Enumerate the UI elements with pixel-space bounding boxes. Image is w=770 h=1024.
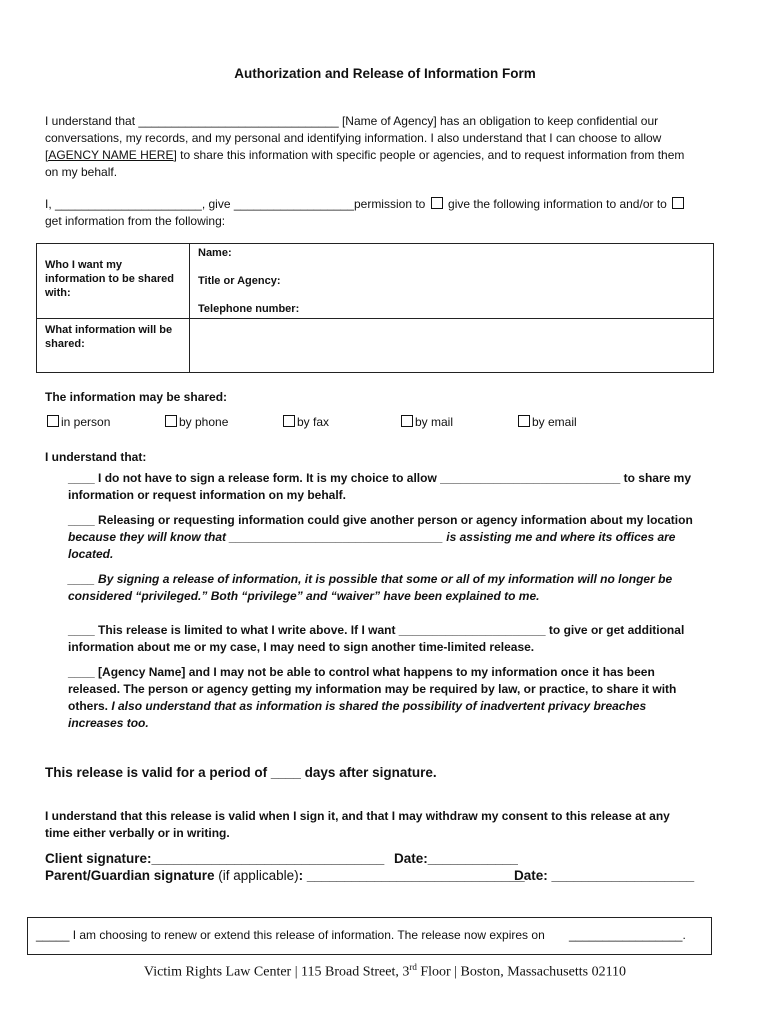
parent-signature-label: Parent/Guardian signature	[45, 868, 215, 883]
statement-1	[68, 470, 728, 504]
parent-signature-note: (if applicable)	[214, 868, 299, 883]
get-checkbox[interactable]	[672, 197, 684, 209]
option-in-person[interactable]	[45, 415, 110, 429]
give-text: I, ______________________, give __________________permission to	[45, 197, 426, 211]
checkbox-icon[interactable]	[518, 415, 530, 427]
checkbox-icon[interactable]	[165, 415, 177, 427]
intro-paragraph	[45, 113, 735, 181]
intro-line: I understand that ______________________________ [Name of Agency] has an obligation to keep confidential our	[45, 114, 659, 128]
option-by-email[interactable]	[516, 415, 577, 429]
client-signature-line[interactable]	[45, 851, 384, 866]
valid-period: This release is valid for a period of ____ days after signature.	[45, 765, 437, 780]
renewal-expiry-line[interactable]: _________________.	[569, 928, 686, 942]
recipient-table	[36, 243, 714, 373]
intro-line	[45, 147, 735, 164]
give-line-2: get information from the following:	[45, 214, 226, 228]
title-label: Title or Agency:	[198, 275, 281, 287]
phone-label: Telephone number:	[198, 303, 300, 315]
name-label: Name:	[198, 247, 232, 259]
footer-address	[0, 962, 770, 981]
what-field[interactable]	[190, 319, 714, 373]
intro-line: on my behalf.	[45, 165, 118, 179]
statement-line: ____ This release is limited to what I write above. If I want ______________________ to give or get additional	[68, 623, 685, 637]
option-by-mail[interactable]	[399, 415, 453, 429]
client-signature: Client signature:_______________________________	[45, 851, 385, 866]
intro-line-text: to share this information with specific people or agencies, and to request information from them	[176, 148, 685, 162]
shared-heading: The information may be shared:	[45, 390, 228, 404]
statement-4	[68, 622, 728, 656]
option-label: in person	[61, 415, 111, 429]
statement-line: because they will know that ________________________________ is assisting me and where its offices are	[68, 530, 676, 544]
statement-line: ____ I do not have to sign a release form. It is my choice to allow ___________________________ to share my	[68, 471, 691, 485]
statement-3	[68, 571, 728, 605]
intro-line: conversations, my records, and my personal and identifying information. I also understand that I can choose to allow	[45, 131, 662, 145]
renewal-box	[27, 917, 712, 955]
footer-superscript: rd	[409, 962, 417, 972]
statement-text: others.	[68, 699, 112, 713]
give-checkbox[interactable]	[431, 197, 443, 209]
statement-line: ____ By signing a release of information, it is possible that some or all of my information will no longer be	[68, 572, 673, 586]
option-label: by phone	[179, 415, 229, 429]
withdraw-line: I understand that this release is valid when I sign it, and that I may withdraw my consent to this release at any	[45, 809, 670, 823]
form-title: Authorization and Release of Information Form	[234, 66, 536, 81]
statement-line: located.	[68, 547, 114, 561]
statement-line: ____ Releasing or requesting information could give another person or agency information about my location	[68, 513, 693, 527]
statement-line: ____ [Agency Name] and I may not be able to control what happens to my information once it has been	[68, 665, 655, 679]
give-text-2: give the following information to and/or to	[448, 197, 667, 211]
statement-2	[68, 512, 728, 563]
client-date[interactable]: Date:____________	[394, 851, 518, 866]
option-label: by email	[532, 415, 577, 429]
parent-date[interactable]: Date: ___________________	[514, 868, 695, 883]
option-label: by fax	[297, 415, 330, 429]
statement-line: information or request information on my behalf.	[68, 488, 347, 502]
statement-line: released. The person or agency getting my information may be required by law, or practice, to share it with	[68, 682, 677, 696]
parent-signature-blank: : _____________________________	[298, 868, 525, 883]
statement-line: increases too.	[68, 716, 149, 730]
option-label: by mail	[415, 415, 454, 429]
agency-name-placeholder: [AGENCY NAME HERE]	[45, 148, 177, 162]
withdraw-paragraph	[45, 808, 745, 842]
statement-line: considered “privileged.” Both “privilege” and “waiver” have been explained to me.	[68, 589, 540, 603]
renewal-text: _____ I am choosing to renew or extend this release of information. The release now expires on	[36, 928, 545, 942]
option-by-fax[interactable]	[281, 415, 329, 429]
statement-line	[68, 698, 728, 715]
who-label: Who I want my information to be shared with:	[37, 244, 190, 319]
withdraw-line: time either verbally or in writing.	[45, 826, 230, 840]
give-line	[45, 196, 745, 213]
footer-text: Victim Rights Law Center | 115 Broad Street, 3	[143, 964, 410, 980]
parent-signature-line[interactable]	[45, 868, 525, 883]
statement-line: information about me or my case, I may need to sign another time-limited release.	[68, 640, 535, 654]
understand-heading: I understand that:	[45, 450, 147, 464]
recipient-fields[interactable]	[190, 244, 714, 319]
option-by-phone[interactable]	[163, 415, 228, 429]
statement-5	[68, 664, 728, 732]
checkbox-icon[interactable]	[47, 415, 59, 427]
checkbox-icon[interactable]	[283, 415, 295, 427]
give-paragraph	[45, 196, 745, 230]
checkbox-icon[interactable]	[401, 415, 413, 427]
statement-text-italic: I also understand that as information is shared the possibility of inadvertent privacy breaches	[111, 699, 647, 713]
footer-text-2: Floor | Boston, Massachusetts 02110	[416, 964, 627, 980]
what-label: What information will be shared:	[37, 319, 190, 373]
